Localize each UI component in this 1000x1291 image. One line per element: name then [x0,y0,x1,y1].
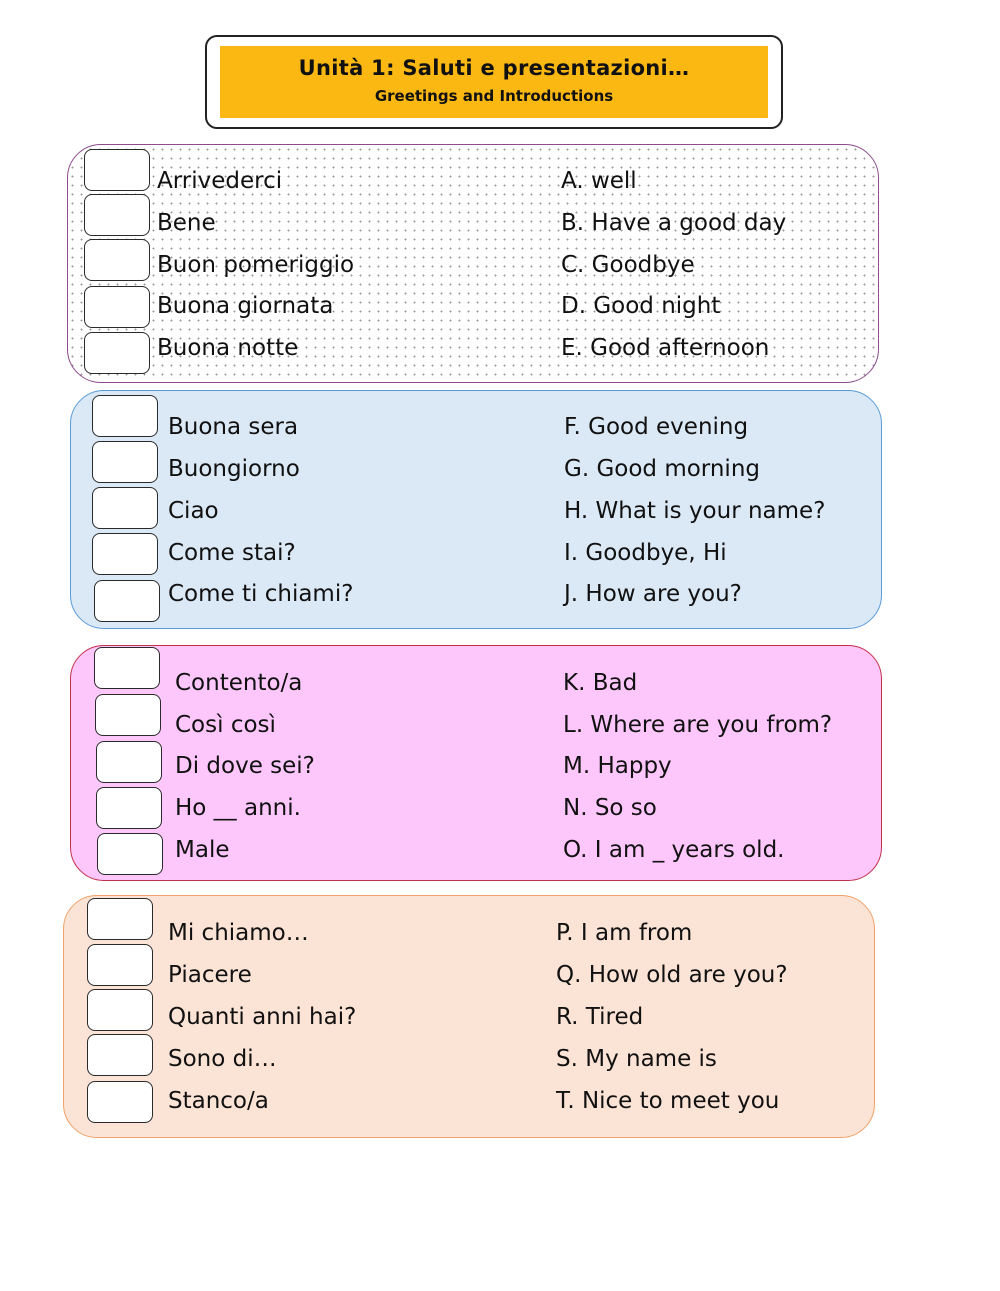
italian-term: Buona notte [157,335,299,361]
english-meaning: O. I am _ years old. [563,837,785,863]
italian-term: Mi chiamo… [168,920,309,946]
answer-box[interactable] [94,580,160,622]
answer-box[interactable] [92,441,158,483]
title-banner-fill [220,46,768,118]
answer-box[interactable] [87,1034,153,1076]
answer-box[interactable] [87,1081,153,1123]
english-meaning: L. Where are you from? [563,712,833,738]
italian-term: Buon pomeriggio [157,252,355,278]
italian-term: Ciao [168,498,219,524]
english-meaning: N. So so [563,795,657,821]
english-meaning: T. Nice to meet you [556,1088,780,1114]
answer-box[interactable] [96,787,162,829]
answer-box[interactable] [95,694,161,736]
english-meaning: F. Good evening [564,414,749,440]
italian-term: Male [175,837,230,863]
english-meaning: C. Goodbye [561,252,695,278]
italian-term: Di dove sei? [175,753,315,779]
italian-term: Piacere [168,962,252,988]
answer-box[interactable] [84,286,150,328]
english-meaning: G. Good morning [564,456,760,482]
answer-box[interactable] [84,149,150,191]
italian-term: Buona sera [168,414,299,440]
english-meaning: I. Goodbye, Hi [564,540,727,566]
english-meaning: R. Tired [556,1004,644,1030]
answer-box[interactable] [84,239,150,281]
italian-term: Ho __ anni. [175,795,301,821]
italian-term: Bene [157,210,216,236]
answer-box[interactable] [97,833,163,875]
title-banner [205,35,783,129]
italian-term: Quanti anni hai? [168,1004,357,1030]
answer-box[interactable] [84,332,150,374]
answer-box[interactable] [87,898,153,940]
english-meaning: Q. How old are you? [556,962,788,988]
english-meaning: S. My name is [556,1046,717,1072]
italian-term: Così così [175,712,276,738]
page-subtitle: Greetings and Introductions [374,87,614,105]
english-meaning: K. Bad [563,670,638,696]
italian-term: Come ti chiami? [168,581,354,607]
italian-term: Buongiorno [168,456,300,482]
answer-box[interactable] [96,741,162,783]
english-meaning: B. Have a good day [561,210,787,236]
english-meaning: E. Good afternoon [561,335,770,361]
answer-box[interactable] [92,395,158,437]
italian-term: Sono di… [168,1046,277,1072]
english-meaning: D. Good night [561,293,721,319]
italian-term: Contento/a [175,670,303,696]
answer-box[interactable] [84,194,150,236]
answer-box[interactable] [92,487,158,529]
english-meaning: J. How are you? [564,581,742,607]
italian-term: Stanco/a [168,1088,269,1114]
english-meaning: A. well [561,168,637,194]
italian-term: Buona giornata [157,293,334,319]
answer-box[interactable] [87,989,153,1031]
italian-term: Arrivederci [157,168,283,194]
italian-term: Come stai? [168,540,296,566]
english-meaning: H. What is your name? [564,498,826,524]
english-meaning: P. I am from [556,920,693,946]
answer-box[interactable] [92,533,158,575]
page-title: Unità 1: Saluti e presentazioni… [298,56,690,80]
answer-box[interactable] [87,944,153,986]
english-meaning: M. Happy [563,753,672,779]
answer-box[interactable] [94,647,160,689]
